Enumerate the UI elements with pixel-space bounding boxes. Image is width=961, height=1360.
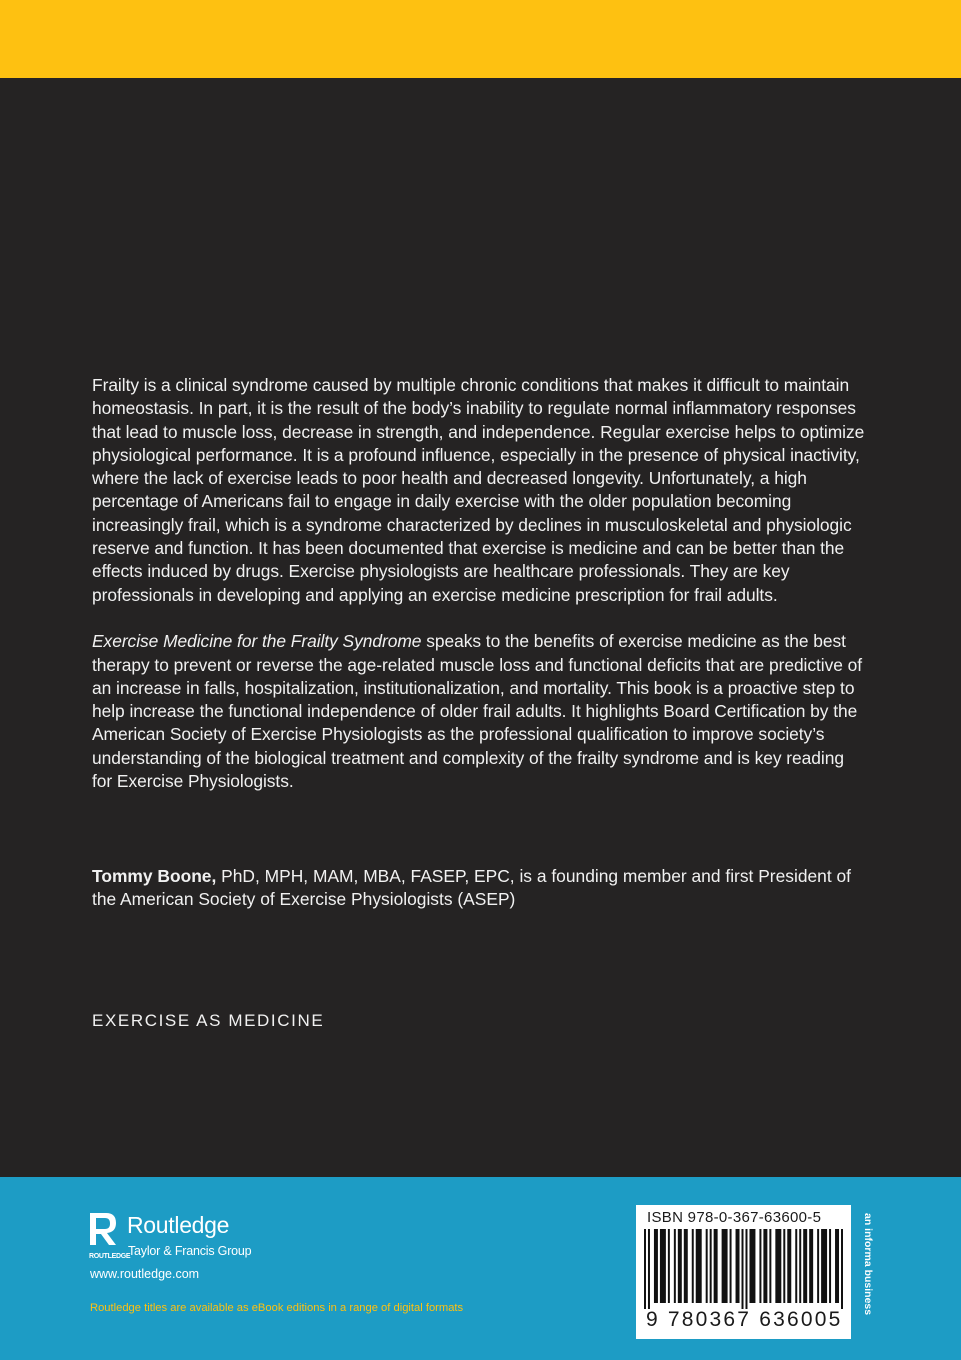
description-paragraph-2-text: speaks to the benefits of exercise medicine as the best therapy to prevent or reverse the age-related muscle loss and functional deficits that are predictive of an increase in falls, hospitalization, institutionalization, and mortality. This book is a proactive step to help increase the functional independence of older frail adults. It highlights Board Certification by the American Society of Exercise Physiologists as the professional qualification to improve society’s understanding of the biological treatment and complexity of the frailty syndrome and is key reading for Exercise Physiologists. bbox=[92, 631, 863, 792]
barcode-bar bbox=[749, 1229, 755, 1303]
barcode-bar bbox=[835, 1229, 839, 1303]
barcode-bars bbox=[644, 1229, 843, 1309]
barcode-bar bbox=[803, 1229, 807, 1303]
description-paragraph-2 bbox=[92, 630, 867, 793]
barcode-bar bbox=[692, 1229, 694, 1303]
barcode-bar bbox=[674, 1229, 676, 1303]
publisher-name: Routledge bbox=[127, 1212, 230, 1238]
barcode-bar bbox=[736, 1229, 740, 1303]
author-name: Tommy Boone, bbox=[92, 866, 217, 886]
book-description bbox=[92, 374, 867, 817]
barcode-bar bbox=[660, 1229, 666, 1303]
isbn-barcode bbox=[636, 1205, 851, 1339]
barcode-bar bbox=[829, 1229, 831, 1303]
barcode-bar bbox=[799, 1229, 801, 1303]
barcode-bar bbox=[809, 1229, 813, 1303]
barcode-bar bbox=[759, 1229, 761, 1303]
barcode-bar bbox=[742, 1229, 744, 1309]
barcode-bar bbox=[763, 1229, 767, 1303]
barcode-bar bbox=[817, 1229, 819, 1303]
publisher-website[interactable]: www.routledge.com bbox=[90, 1267, 200, 1281]
barcode-bar bbox=[730, 1229, 732, 1303]
barcode-bar bbox=[714, 1229, 718, 1303]
ebook-availability-note: Routledge titles are available as eBook editions in a range of digital formats bbox=[90, 1302, 464, 1314]
author-bio bbox=[92, 865, 867, 912]
book-title-italic: Exercise Medicine for the Frailty Syndrome bbox=[92, 631, 422, 652]
barcode-bar bbox=[648, 1229, 650, 1309]
description-paragraph-1: Frailty is a clinical syndrome caused by multiple chronic conditions that makes it difficult to maintain homeostasis. In part, it is the result of the body’s inability to regulate normal inflammatory responses that lead to muscle loss, decrease in strength, and independence. Regular exercise helps to optimize physiological performance. It is a profound influence, especially in the presence of physical inactivity, where the lack of exercise leads to poor health and decreased longevity. Unfortunately, a high percentage of Americans fail to engage in daily exercise with the older population becoming increasingly frail, which is a syndrome characterized by declines in musculoskeletal and physiologic reserve and function. It has been documented that exercise is medicine and can be better than the effects induced by drugs. Exercise physiologists are healthcare professionals. They are key professionals in developing and applying an exercise medicine prescription for frail adults. bbox=[92, 375, 865, 605]
svg-text:ROUTLEDGE: ROUTLEDGE bbox=[89, 1253, 131, 1260]
isbn-label: ISBN 978-0-367-63600-5 bbox=[647, 1209, 822, 1226]
barcode-bar bbox=[654, 1229, 658, 1303]
routledge-logo-icon bbox=[88, 1211, 131, 1261]
barcode-bar bbox=[821, 1229, 827, 1303]
barcode-bar bbox=[722, 1229, 728, 1303]
barcode-bar bbox=[696, 1229, 702, 1303]
barcode-bar bbox=[769, 1229, 771, 1303]
barcode-bar bbox=[745, 1229, 747, 1309]
top-color-band bbox=[0, 0, 961, 78]
barcode-bar bbox=[710, 1229, 712, 1303]
author-credentials: PhD, MPH, MAM, MBA, FASEP, EPC, is a founding member and first President of the American Society of Exercise Physiologists (ASEP) bbox=[92, 866, 852, 910]
barcode-bar bbox=[678, 1229, 682, 1303]
informa-tagline: an informa business bbox=[862, 1213, 874, 1316]
barcode-bar bbox=[795, 1229, 797, 1303]
barcode-bar bbox=[841, 1229, 843, 1309]
barcode-bar bbox=[706, 1229, 708, 1303]
series-title: EXERCISE AS MEDICINE bbox=[92, 1011, 325, 1030]
barcode-bar bbox=[668, 1229, 670, 1303]
barcode-bar bbox=[684, 1229, 688, 1303]
barcode-bar bbox=[787, 1229, 791, 1303]
barcode-bar bbox=[775, 1229, 781, 1303]
barcode-bar bbox=[644, 1229, 646, 1309]
barcode-digits: 9 780367 636005 bbox=[646, 1308, 843, 1331]
barcode-bar bbox=[783, 1229, 785, 1303]
publisher-group: Taylor & Francis Group bbox=[128, 1244, 252, 1258]
